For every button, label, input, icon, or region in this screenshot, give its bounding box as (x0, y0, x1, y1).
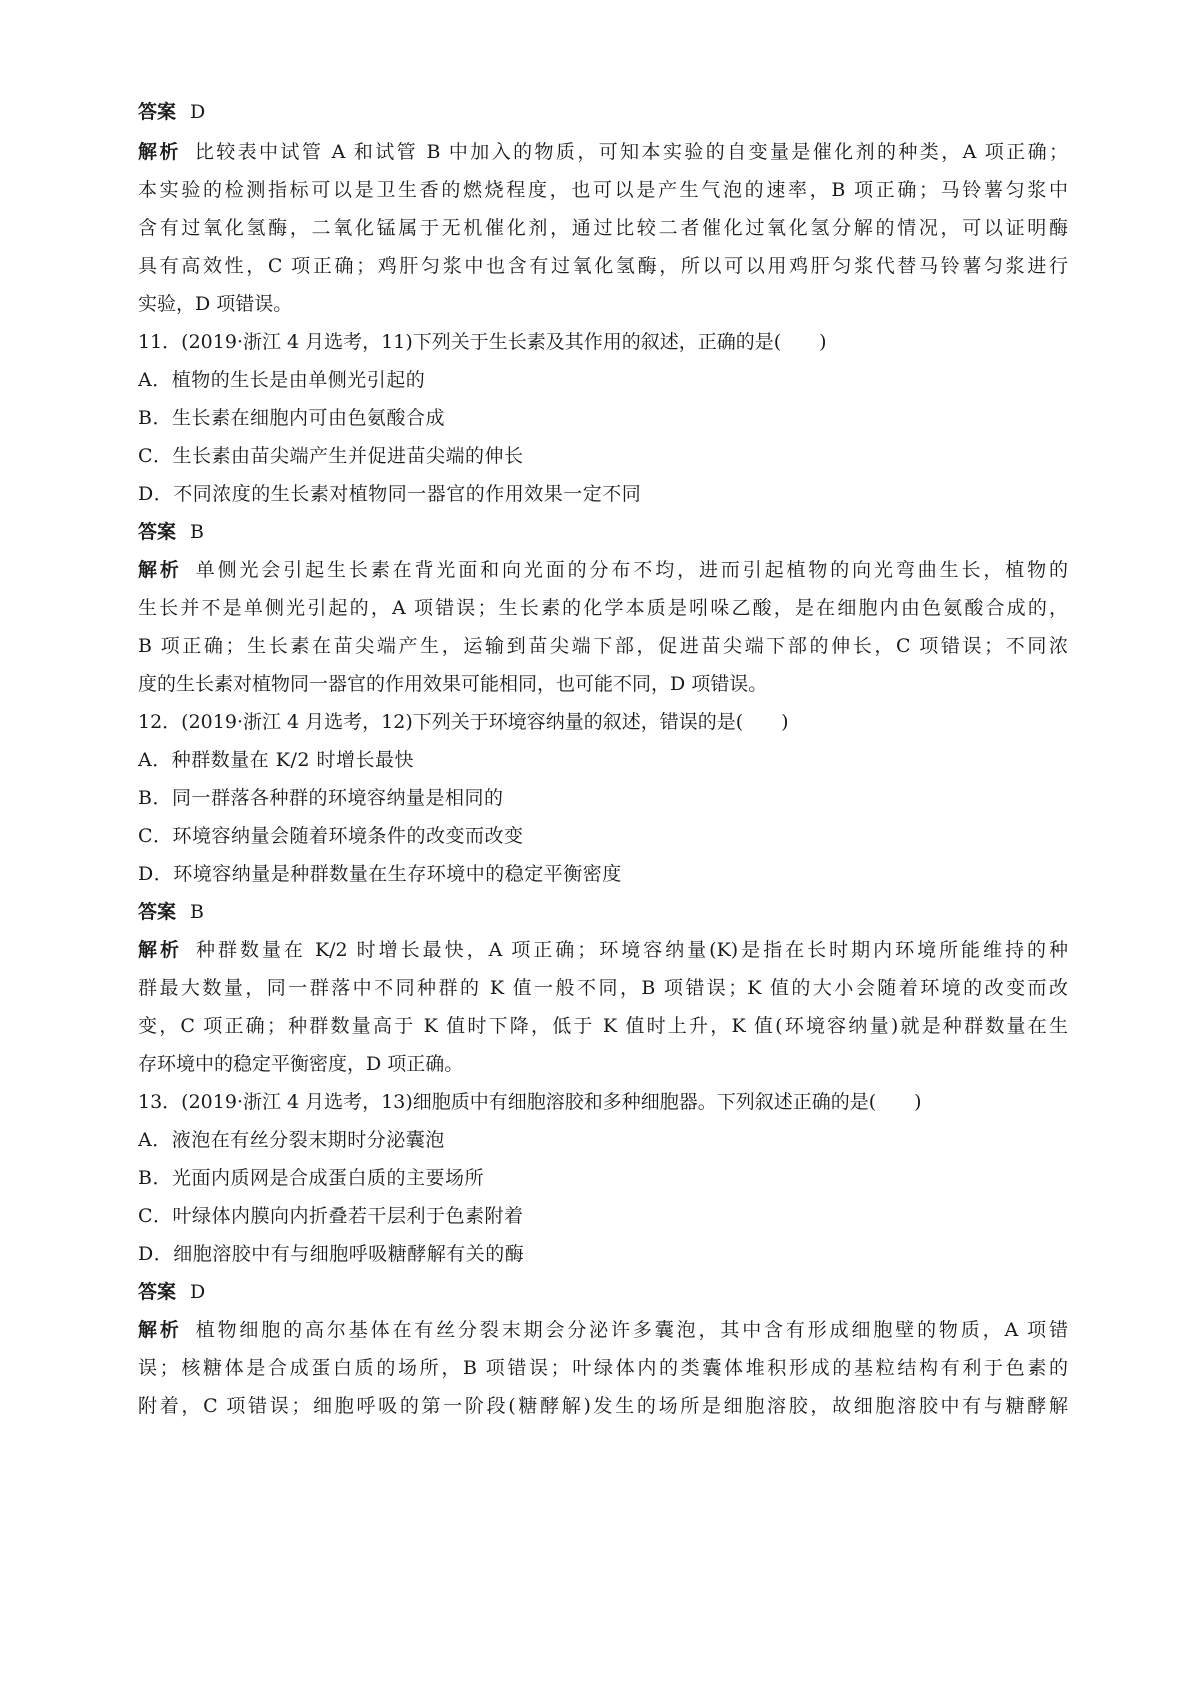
q13-analysis-line-1: 解析 植物细胞的高尔基体在有丝分裂末期会分泌许多囊泡，其中含有形成细胞壁的物质，A 项错 (138, 1319, 1068, 1341)
answer-value: D (190, 1281, 206, 1303)
answer-label: 答案 (138, 521, 177, 543)
q10-analysis-line-4: 具有高效性，C 项正确；鸡肝匀浆中也含有过氧化氢酶，所以可以用鸡肝匀浆代替马铃薯匀浆进行 (138, 255, 1068, 277)
q12-analysis-line-4: 存环境中的稳定平衡密度，D 项正确。 (138, 1053, 464, 1075)
q11-answer (138, 518, 1068, 546)
q13-answer (138, 1278, 1068, 1306)
q12-analysis-line-1: 解析 种群数量在 K/2 时增长最快，A 项正确；环境容纳量(K)是指在长时期内环境所能维持的种 (138, 939, 1068, 961)
q11-analysis-line-1: 解析 单侧光会引起生长素在背光面和向光面的分布不均，进而引起植物的向光弯曲生长，植物的 (138, 559, 1068, 581)
answer-value: B (190, 901, 204, 923)
q11-stem: 11．(2019·浙江 4 月选考，11)下列关于生长素及其作用的叙述，正确的是( ) (138, 331, 827, 353)
q13-option-b: B．光面内质网是合成蛋白质的主要场所 (138, 1167, 484, 1189)
analysis-label: 解析 (138, 141, 181, 163)
q11-analysis-line-3: B 项正确；生长素在苗尖端产生，运输到苗尖端下部，促进苗尖端下部的伸长，C 项错误；不同浓 (138, 635, 1068, 657)
q11-option-a: A．植物的生长是由单侧光引起的 (138, 369, 426, 391)
q10-analysis-line-1: 解析 比较表中试管 A 和试管 B 中加入的物质，可知本实验的自变量是催化剂的种类，A 项正确； (138, 141, 1068, 163)
q12-option-b: B．同一群落各种群的环境容纳量是相同的 (138, 787, 504, 809)
answer-label: 答案 (138, 101, 177, 123)
answer-label: 答案 (138, 1281, 177, 1303)
q11-analysis-line-4: 度的生长素对植物同一器官的作用效果可能相同，也可能不同，D 项错误。 (138, 673, 768, 695)
q10-analysis-line-3: 含有过氧化氢酶，二氧化锰属于无机催化剂，通过比较二者催化过氧化氢分解的情况，可以证明酶 (138, 217, 1068, 239)
q12-option-a: A．种群数量在 K/2 时增长最快 (138, 749, 414, 771)
q12-option-c: C．环境容纳量会随着环境条件的改变而改变 (138, 825, 524, 847)
q10-analysis-line-5: 实验，D 项错误。 (138, 293, 293, 315)
q13-analysis-line-3: 附着，C 项错误；细胞呼吸的第一阶段(糖酵解)发生的场所是细胞溶胶，故细胞溶胶中有与糖酵解 (138, 1395, 1068, 1417)
q13-option-a: A．液泡在有丝分裂末期时分泌囊泡 (138, 1129, 445, 1151)
q13-stem: 13．(2019·浙江 4 月选考，13)细胞质中有细胞溶胶和多种细胞器。下列叙述正确的是( ) (138, 1091, 922, 1113)
q12-option-d: D．环境容纳量是种群数量在生存环境中的稳定平衡密度 (138, 863, 622, 885)
q13-option-c: C．叶绿体内膜向内折叠若干层利于色素附着 (138, 1205, 524, 1227)
analysis-label: 解析 (138, 939, 182, 961)
answer-value: D (190, 101, 206, 123)
q10-analysis-line-2: 本实验的检测指标可以是卫生香的燃烧程度，也可以是产生气泡的速率，B 项正确；马铃薯匀浆中 (138, 179, 1068, 201)
analysis-label: 解析 (138, 1319, 182, 1341)
q11-option-d: D．不同浓度的生长素对植物同一器官的作用效果一定不同 (138, 483, 642, 505)
q11-option-c: C．生长素由苗尖端产生并促进苗尖端的伸长 (138, 445, 524, 467)
q12-stem: 12．(2019·浙江 4 月选考，12)下列关于环境容纳量的叙述，错误的是( ) (138, 711, 789, 733)
q10-answer (138, 98, 1068, 126)
answer-label: 答案 (138, 901, 177, 923)
q12-answer (138, 898, 1068, 926)
answer-value: B (190, 521, 204, 543)
q13-analysis-line-2: 误；核糖体是合成蛋白质的场所，B 项错误；叶绿体内的类囊体堆积形成的基粒结构有利于色素的 (138, 1357, 1068, 1379)
q13-option-d: D．细胞溶胶中有与细胞呼吸糖酵解有关的酶 (138, 1243, 525, 1265)
q11-analysis-line-2: 生长并不是单侧光引起的，A 项错误；生长素的化学本质是吲哚乙酸，是在细胞内由色氨酸合成的， (138, 597, 1068, 619)
q12-analysis-line-2: 群最大数量，同一群落中不同种群的 K 值一般不同，B 项错误；K 值的大小会随着环境的改变而改 (138, 977, 1068, 999)
analysis-label: 解析 (138, 559, 182, 581)
q11-option-b: B．生长素在细胞内可由色氨酸合成 (138, 407, 445, 429)
q12-analysis-line-3: 变，C 项正确；种群数量高于 K 值时下降，低于 K 值时上升，K 值(环境容纳量)就是种群数量在生 (138, 1015, 1068, 1037)
